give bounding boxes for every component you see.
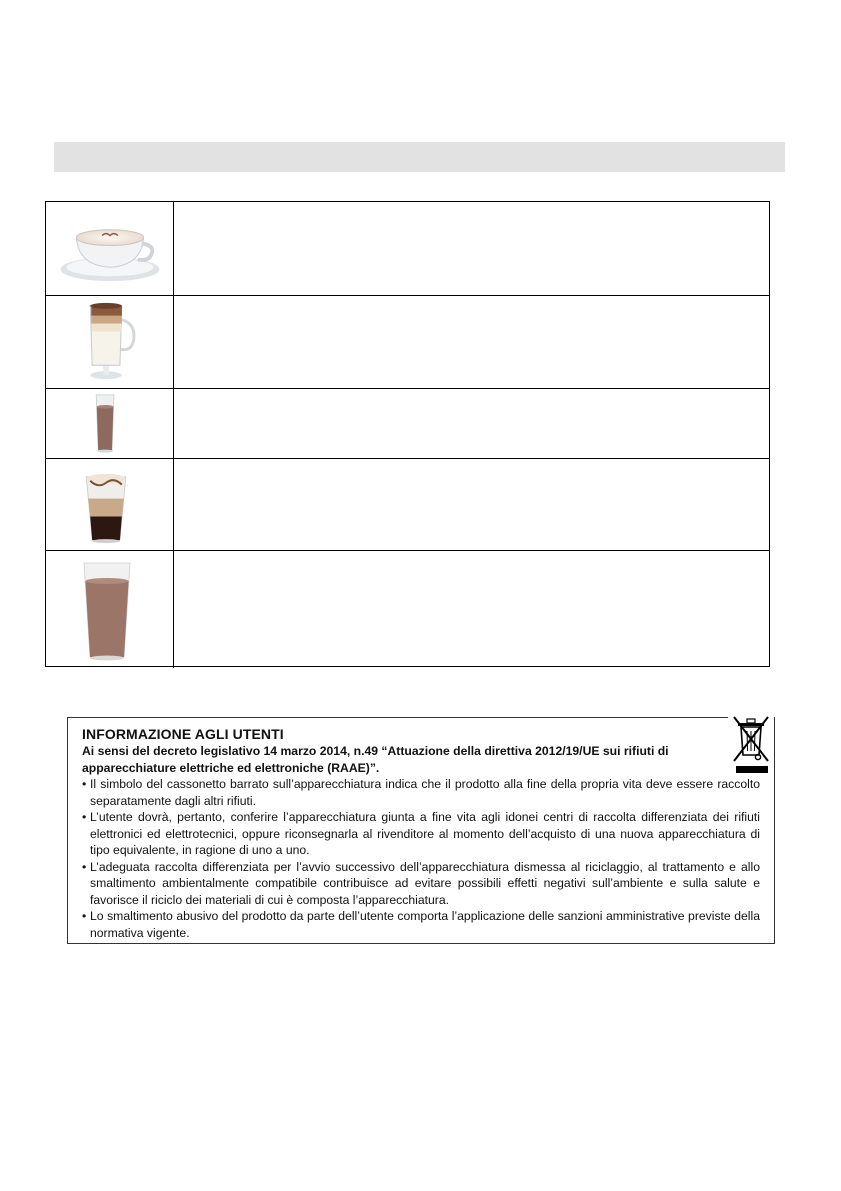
notice-bullet: • Il simbolo del cassonetto barrato sull’apparecchiatura indica che il prodotto alla fine della propria vita deve essere raccolto separatamente dagli altri rifiuti. [82,776,760,809]
drink-description [174,459,769,550]
layered-coffee-glass-icon [46,459,174,550]
user-information-box [67,717,775,944]
drink-image-cell [46,389,174,458]
drink-description [174,202,769,295]
crossed-out-wheelie-bin-icon [728,713,774,775]
drink-image-cell [46,296,174,388]
notice-title: INFORMAZIONE AGLI UTENTI [82,726,284,742]
notice-bullet: • Lo smaltimento abusivo del prodotto da parte dell’utente comporta l’applicazione delle sanzioni amministrative previste della normativa vigente. [82,908,760,941]
drink-row-cappuccino [46,202,769,296]
notice-intro: Ai sensi del decreto legislativo 14 marzo 2014, n.49 “Attuazione della direttiva 2012/19/UE sui rifiuti di apparecchiature elettriche ed elettroniche (RAAE)”. [82,744,669,775]
section-header-band [54,142,785,172]
drink-image-cell [46,202,174,295]
cappuccino-cup-icon [46,202,174,295]
drink-row-layered-coffee [46,459,769,551]
notice-bullet: • L’adeguata raccolta differenziata per l’avvio successivo dell’apparecchiatura dismessa al riciclaggio, al trattamento e allo smaltimento ambientalmente compatibile contribuisce ad evitare possibili effetti negativi sull’ambiente e sulla salute e favorisce il riciclo dei materiali di cui è composta l’apparecchiatura. [82,859,760,909]
small-chocolate-glass-icon [46,389,174,458]
drink-description [174,389,769,458]
latte-macchiato-glass-icon [46,296,174,388]
drink-image-cell [46,459,174,550]
drink-description [174,296,769,388]
drinks-table [45,201,770,667]
drink-row-latte-macchiato [46,296,769,389]
drink-image-cell [46,551,174,668]
large-chocolate-glass-icon [46,551,174,668]
notice-bullet-list [82,776,760,941]
drink-row-large-chocolate [46,551,769,668]
drink-row-small-chocolate [46,389,769,459]
notice-bullet: • L’utente dovrà, pertanto, conferire l’apparecchiatura giunta a fine vita agli idonei centri di raccolta differenziata dei rifiuti elettronici ed elettrotecnici, oppure riconsegnarla al rivenditore al momento dell’acquisto di una nuova apparecchiatura di tipo equivalente, in ragione di uno a uno. [82,809,760,859]
drink-description [174,551,769,668]
